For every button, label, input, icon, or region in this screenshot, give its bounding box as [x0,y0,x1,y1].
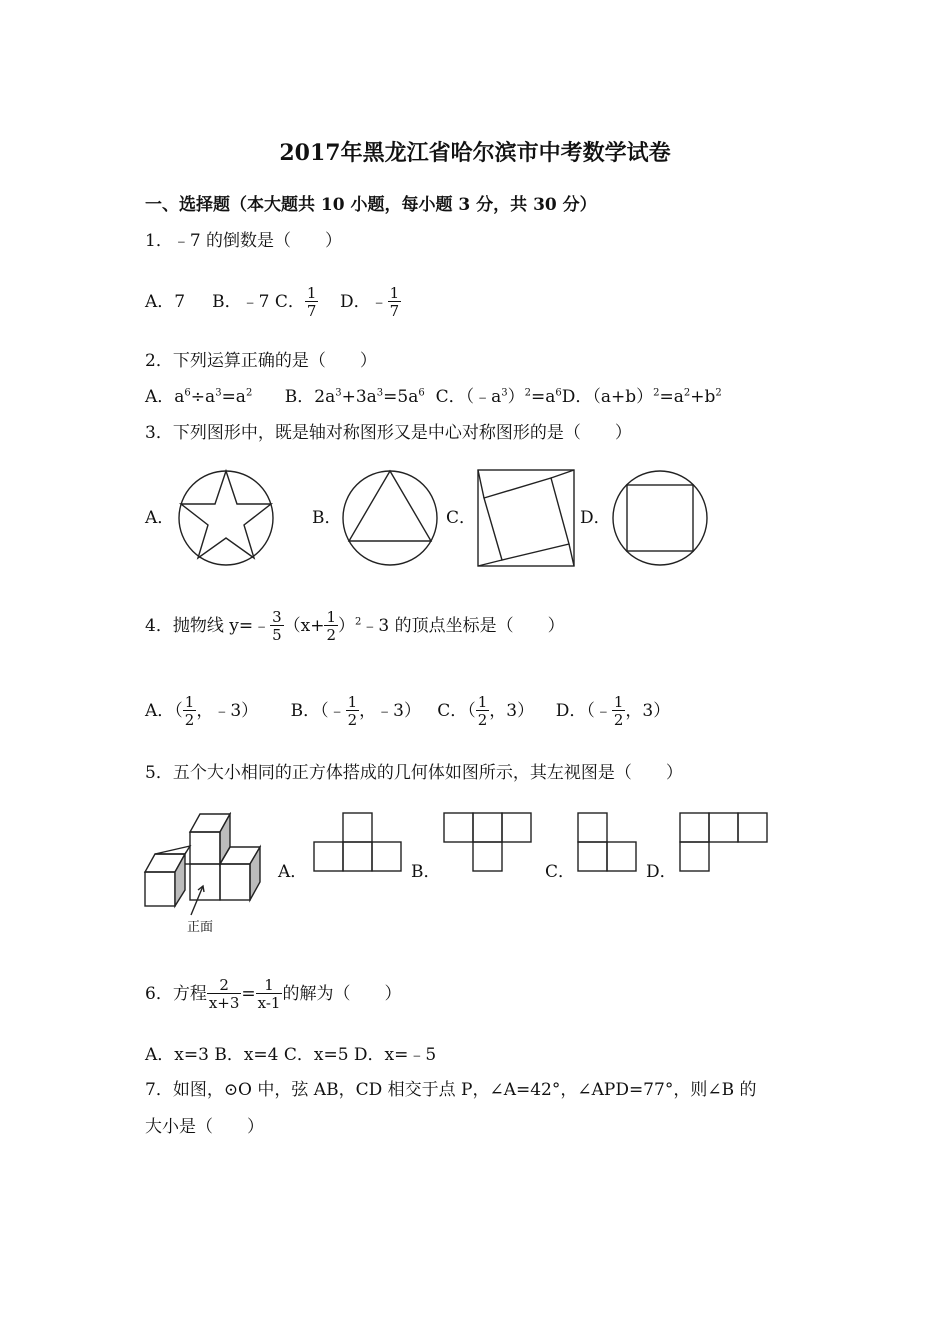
q3-label-a: A． [145,508,175,528]
q3-figure-c-square-rotated [476,468,576,568]
q4-option-a: A．（ $\frac{1}{2}$ ，﹣3） [145,693,259,729]
q2-option-c: C．$(﹣a^3)^2=a^6$ [435,387,562,407]
q4-fraction-1-2: $\frac{1}{2}$ [326,608,337,644]
q5-front-label: 正面 [187,920,214,935]
q3-figure-d-circle-square [610,468,710,568]
q1-option-a: A．7 [145,292,186,312]
q3-label-b: B． [312,508,342,528]
q1-option-d: D．﹣ [340,292,388,312]
q2-option-d: D．$(a+b)^2=a^2+b^2$ [561,387,722,407]
q2-option-b: B．$2a^3+3a^3=5a^6$ [284,387,425,407]
q5-label-b: B． [411,862,441,882]
q6-options: A．x=3 B．x=4 C．x=5 D．x=﹣5 [145,1045,437,1065]
q5-view-a [312,812,404,874]
q6-fraction-right: $\frac{1}{x-1}$ [257,976,281,1012]
q7-stem-line2: 大小是（ ） [145,1117,264,1137]
q4-option-d: D．（﹣ $\frac{1}{2}$ ，3） [555,693,671,729]
q4-fraction-3-5: $\frac{3}{5}$ [272,608,282,644]
q5-view-d [678,812,770,874]
q4-option-b: B．（﹣ $\frac{1}{2}$ ，﹣3） [290,693,421,729]
q4-stem: 4．抛物线 y=﹣ $\frac{3}{5}$ （x+ $\frac{1}{2}$ ）$^2$﹣3 的顶点坐标是（ ） [145,608,565,644]
q6-fraction-left: $\frac{2}{x+3}$ [208,976,240,1012]
q3-figure-b-circle-triangle [340,468,440,568]
q1-options [145,286,401,319]
q4-options [145,695,670,728]
q3-stem: 3．下列图形中，既是轴对称图形又是中心对称图形的是（ ） [145,423,632,443]
q3-figure-a-circle-star [176,468,276,568]
q1-c-fraction: $\frac{1}{7}$ [306,284,317,320]
q1-option-b: B．﹣7 [212,292,270,312]
q4-option-c: C．（ $\frac{1}{2}$ ，3） [437,693,535,729]
q6-stem: 6．方程 $\frac{2}{x+3}$ = $\frac{1}{x-1}$ 的解为（ ） [145,976,402,1012]
q1-option-c: C． [274,292,305,312]
q5-label-c: C． [545,862,576,882]
q1-stem: 1．﹣7 的倒数是（ ） [145,231,343,251]
section-heading: 一、选择题（本大题共 10 小题，每小题 3 分，共 30 分） [145,195,597,215]
q5-view-c [576,812,640,874]
q7-stem-line1: 7．如图，⊙O 中，弦 AB，CD 相交于点 P，∠A=42°，∠APD=77°，则∠B 的 [145,1080,757,1100]
q3-label-c: C． [446,508,477,528]
q5-view-b [442,812,534,874]
q2-stem: 2．下列运算正确的是（ ） [145,351,377,371]
q1-d-fraction: $\frac{1}{7}$ [389,284,400,320]
q3-label-d: D． [580,508,611,528]
page-title: 2017年黑龙江省哈尔滨市中考数学试卷 [279,140,671,166]
q2-option-a: A．$a^6\div a^3=a^2$ [145,387,253,407]
q2-options [145,382,722,407]
q5-label-a: A． [278,862,308,882]
q5-label-d: D． [646,862,677,882]
q5-stem: 5．五个大小相同的正方体搭成的几何体如图所示，其左视图是（ ） [145,763,683,783]
